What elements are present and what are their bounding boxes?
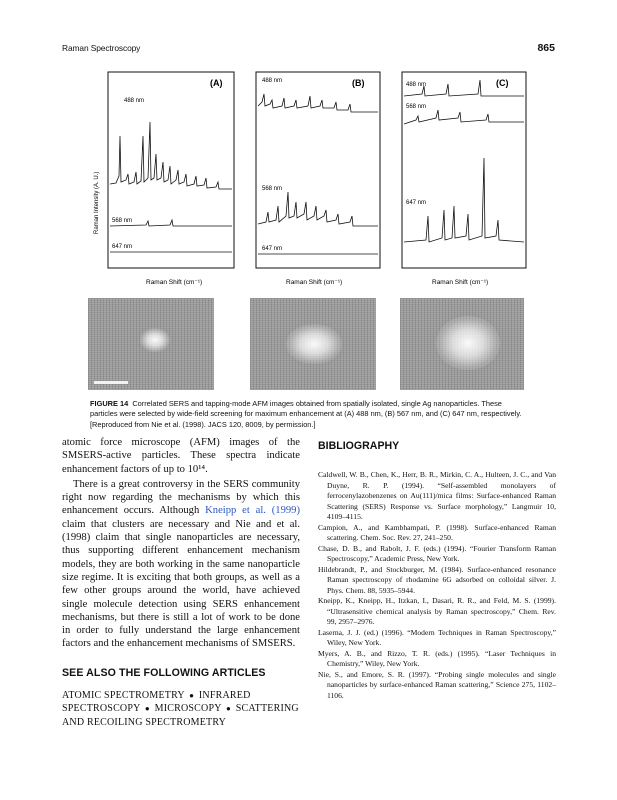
bullet-icon: ●	[189, 690, 195, 700]
afm-image-a	[88, 298, 214, 390]
see-also-item-microscopy[interactable]: MICROSCOPY	[154, 703, 222, 715]
afm-image-c	[400, 298, 524, 390]
spectrum-panel-b	[256, 72, 380, 286]
afm-image-b	[250, 298, 376, 390]
body-paragraph-2	[62, 478, 300, 651]
left-column	[62, 436, 300, 729]
panel-c-tag: (C)	[496, 78, 509, 88]
panel-a-xlabel: Raman Shift (cm⁻¹)	[146, 279, 203, 286]
panel-b-trace-label-1: 488 nm	[262, 78, 283, 84]
bib-entry-nie-1997: Nie, S., and Emore, S. R. (1997). “Probing single molecules and single nanoparticles by surface-enhanced Raman scattering,” Science 275, 1102–1106.	[318, 669, 556, 700]
panel-c-trace-label-3: 647 nm	[406, 200, 427, 206]
see-also-list	[62, 689, 300, 729]
bib-entry-kneipp-1999: Kneipp, K., Kneipp, H., Itzkan, I., Dasari, R. R., and Feld, M. S. (1999). “Ultrasensitive chemical analysis by Raman spectroscopy,” Chem. Rev. 99, 2957–2976.	[318, 596, 556, 626]
panel-c-xlabel: Raman Shift (cm⁻¹)	[432, 279, 489, 286]
panel-a-ylabel: Raman Intensity (A. U.)	[94, 171, 100, 234]
panel-a-trace-label-2: 568 nm	[112, 218, 133, 224]
running-title: Raman Spectroscopy	[62, 43, 141, 53]
panel-b-xlabel: Raman Shift (cm⁻¹)	[286, 279, 343, 286]
panel-c-trace-label-2: 568 nm	[406, 104, 427, 110]
running-header	[62, 42, 555, 56]
panel-b-trace-label-2: 568 nm	[262, 186, 283, 192]
kneipp-1999-link[interactable]: Kneipp et al. (1999)	[205, 505, 300, 517]
bullet-icon: ●	[144, 704, 150, 714]
right-column	[318, 436, 556, 701]
para2-text-start: There is a great controversy in the SERS community right now regarding the mechanisms by which this enhancement occurs. Although	[62, 478, 300, 517]
bib-entry-campion-1998: Campion, A., and Kambhampati, P. (1998). Surface-enhanced Raman scattering. Chem. Soc. Rev. 27, 241–250.	[318, 522, 556, 542]
figure-caption-text: Correlated SERS and tapping-mode AFM images obtained from spatially isolated, single Ag nanoparticles. These particles were selected by wide-field screening for maximum enhancement at (A) 488 nm, (B) 567 nm, and (C) 647 nm, respectively. [Reproduced from Nie et al. (1998). JACS 120, 8009, by permission.]	[90, 399, 522, 429]
bib-entry-myers-1995: Myers, A. B., and Rizzo, T. R. (eds.) (1995). “Laser Techniques in Chemistry,” Wiley, New York.	[318, 648, 556, 668]
panel-a-tag: (A)	[210, 78, 223, 88]
panel-b-trace-label-3: 647 nm	[262, 246, 283, 252]
bib-entry-caldwell-1994: Caldwell, W. B., Chen, K., Herr, B. R., Mirkin, C. A., Hulteen, J. C., and Van Duyne, R. P. (1994). “Self-assembled monolayers of ferrocenylazobenzenes on Au(111)/mica films: Surface-enhanced Raman Scattering (SERS) Response vs. Surface morphology,” Langmuir 10, 4109–4115.	[318, 470, 556, 521]
bib-entry-hildebrandt-1984: Hildebrandt, P., and Stockburger, M. (1984). Surface-enhanced resonance Raman spectroscopy of rhodamine 6G adsorbed on colloidal silver. J. Phys. Chem. 88, 5935–5944.	[318, 564, 556, 595]
see-also-heading: SEE ALSO THE FOLLOWING ARTICLES	[62, 666, 266, 679]
spectrum-panel-a	[94, 72, 234, 286]
panel-a-trace-label-1: 488 nm	[124, 98, 145, 104]
see-also-item-scattering-recoiling[interactable]: SCATTERING AND RECOILING SPECTROMETRY	[62, 703, 299, 728]
scale-bar	[94, 381, 128, 384]
panel-a-trace-label-3: 647 nm	[112, 244, 133, 250]
panel-b-trace-2	[258, 192, 378, 226]
panel-b-tag: (B)	[352, 78, 365, 88]
body-paragraph-1: atomic force microscope (AFM) images of the SMSERS-active particles. These spectra indicate enhancement factors of up to 10¹⁴.	[62, 437, 300, 475]
figure-caption-label: FIGURE 14	[90, 399, 129, 408]
spectrum-panel-c	[402, 72, 526, 286]
figure-caption	[90, 399, 530, 430]
para2-text-end: claim that clusters are necessary and Nie and et al. (1998) claim that single nanoparticles are necessary, thus supporting different enhancement mechanism models, they are both working in the same nanoparticle size regime. It is exciting that both groups, as well as a few other groups around the world, have achieved single molecule detection using SERS enhancement mechanisms, but there is still a lot of work to be done in order to fully understand the large enhancement factors and the enhancement mechanisms of SMSERS.	[62, 518, 300, 650]
bibliography-heading: BIBLIOGRAPHY	[318, 440, 400, 452]
page-number: 865	[537, 42, 555, 54]
panel-b-trace-1	[258, 94, 378, 112]
afm-image-row	[88, 298, 524, 392]
panel-c-trace-label-1: 488 nm	[406, 82, 427, 88]
see-also-item-infrared-spectroscopy[interactable]: INFRARED SPECTROSCOPY	[62, 689, 251, 715]
bibliography-list	[318, 470, 556, 701]
see-also-item-atomic-spectrometry[interactable]: ATOMIC SPECTROMETRY	[62, 689, 185, 701]
panel-a-trace-1	[110, 122, 232, 189]
figure-14-spectra	[86, 66, 556, 298]
panel-c-trace-2	[404, 110, 524, 124]
bib-entry-chase-1994: Chase, D. B., and Rabolt, J. F. (eds.) (1994). “Fourier Transform Raman Spectroscopy,” Academic Press, New York.	[318, 543, 556, 563]
bullet-icon: ●	[225, 704, 232, 714]
bib-entry-laserna-1996: Laserna, J. J. (ed.) (1996). “Modern Techniques in Raman Spectroscopy,” Wiley, New York.	[318, 627, 556, 647]
